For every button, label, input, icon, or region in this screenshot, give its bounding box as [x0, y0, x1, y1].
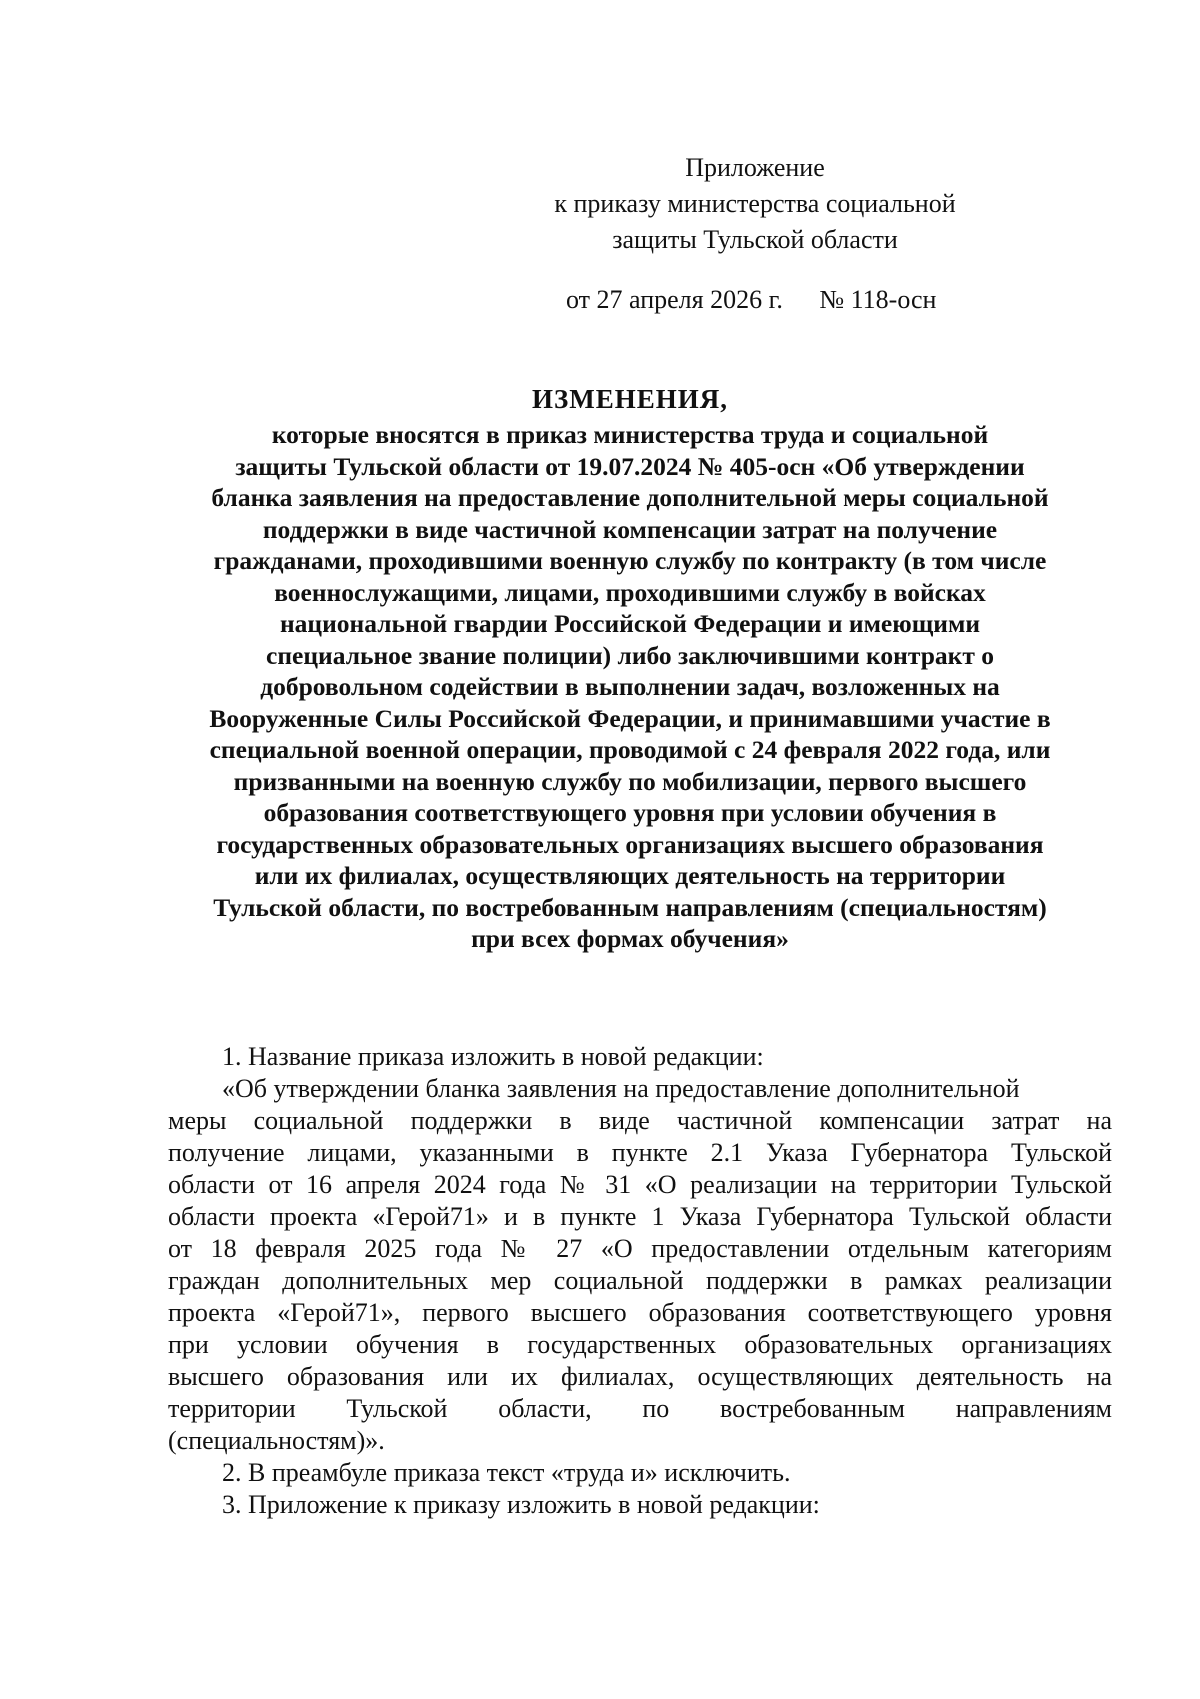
subtitle-line: Вооруженные Силы Российской Федерации, и принимавшими участие в	[209, 703, 1051, 733]
quote-line: получение лицами, указанными в пункте 2.1 Указа Губернатора Тульской	[168, 1138, 1112, 1167]
item-3: 3. Приложение к приказу изложить в новой редакции:	[222, 1490, 820, 1519]
quote-line: области от 16 апреля 2024 года № 31 «О реализации на территории Тульской	[168, 1170, 1112, 1199]
subtitle-line: Тульской области, по востребованным направлениям (специальностям)	[213, 892, 1047, 922]
quote-line: при условии обучения в государственных образовательных организациях	[168, 1330, 1112, 1359]
item-1: 1. Название приказа изложить в новой редакции:	[222, 1042, 764, 1071]
appendix-region-line: защиты Тульской области	[612, 225, 898, 254]
subtitle-line: которые вносятся в приказ министерства труда и социальной	[271, 420, 989, 449]
subtitle-line: или их филиалах, осуществляющих деятельность на территории	[254, 861, 1006, 890]
quote-line: «Об утверждении бланка заявления на предоставление дополнительной	[222, 1074, 1020, 1103]
subtitle-line: специальной военной операции, проводимой с 24 февраля 2022 года, или	[209, 735, 1051, 764]
quote-line: высшего образования или их филиалах, осуществляющих деятельность на	[168, 1362, 1112, 1391]
subtitle-line: гражданами, проходившими военную службу по контракту (в том числе	[213, 546, 1047, 575]
item-2: 2. В преамбуле приказа текст «труда и» исключить.	[222, 1458, 791, 1487]
subtitle-line: военнослужащими, лицами, проходившими службу в войсках	[274, 577, 986, 607]
subtitle-line: добровольном содействии в выполнении задач, возложенных на	[260, 672, 1000, 701]
appendix-label: Приложение	[685, 153, 825, 182]
quote-line: области проекта «Герой71» и в пункте 1 Указа Губернатора Тульской области	[168, 1202, 1112, 1231]
subtitle-line: образования соответствующего уровня при условии обучения в	[263, 798, 997, 827]
quote-line: (специальностям)».	[168, 1426, 385, 1455]
subtitle-line: бланка заявления на предоставление дополнительной меры социальной	[211, 483, 1049, 512]
quote-line: граждан дополнительных мер социальной поддержки в рамках реализации	[168, 1266, 1112, 1295]
quoted-new-title	[168, 1073, 1112, 1457]
quote-line: территории Тульской области, по востребованным направлениям	[168, 1394, 1112, 1423]
subtitle-line: призванными на военную службу по мобилизации, первого высшего	[233, 766, 1027, 796]
order-number: № 118-осн	[819, 285, 937, 314]
order-date-number	[566, 282, 936, 318]
subtitle-line: поддержки в виде частичной компенсации затрат на получение	[262, 514, 998, 544]
quote-line: от 18 февраля 2025 года № 27 «О предоставлении отдельным категориям	[168, 1234, 1112, 1263]
quote-line: меры социальной поддержки в виде частичной компенсации затрат на	[168, 1106, 1112, 1135]
subtitle-line: специальное звание полиции) либо заключившими контракт о	[266, 640, 994, 670]
appendix-header	[520, 150, 990, 258]
appendix-order-line: к приказу министерства социальной	[554, 189, 956, 218]
subtitle-line: защиты Тульской области от 19.07.2024 № 405-осн «Об утверждении	[235, 451, 1025, 481]
document-title: ИЗМЕНЕНИЯ,	[531, 384, 728, 414]
document-body	[168, 1041, 1112, 1521]
document-subtitle	[165, 419, 1095, 955]
quote-line: проекта «Герой71», первого высшего образования соответствующего уровня	[168, 1298, 1112, 1327]
order-date: от 27 апреля 2026 г.	[566, 285, 783, 314]
subtitle-line: национальной гвардии Российской Федерации и имеющими	[279, 609, 981, 638]
subtitle-line: при всех формах обучения»	[471, 924, 789, 953]
subtitle-line: государственных образовательных организациях высшего образования	[216, 829, 1044, 859]
